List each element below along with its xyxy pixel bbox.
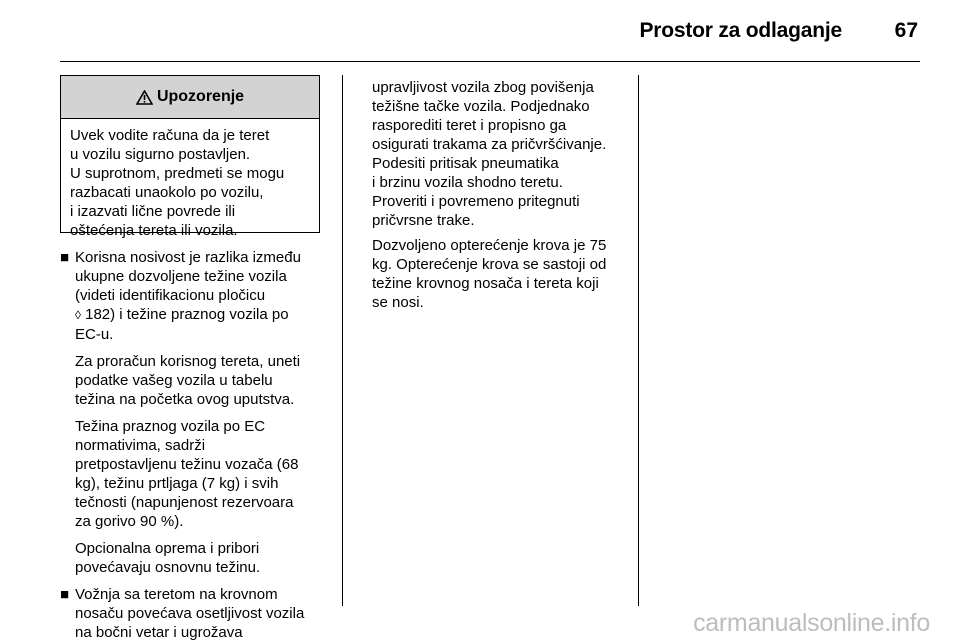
text-line: Težina praznog vozila po EC <box>75 418 266 435</box>
warning-line: Uvek vodite računa da je teret <box>70 127 270 144</box>
warning-header <box>61 76 319 119</box>
text-line: Proveriti i povremeno pritegnuti <box>372 193 580 210</box>
text-line: kg), težinu prtljaga (7 kg) i svih <box>75 475 279 492</box>
text-line: podatke vašeg vozila u tabelu <box>75 372 273 389</box>
column-divider-left <box>342 75 343 606</box>
text-line: kg. Opterećenje krova se sastoji od <box>372 256 607 273</box>
text-line: Dozvoljeno opterećenje krova je 75 <box>372 237 607 254</box>
text-line: za gorivo 90 %). <box>75 513 184 530</box>
text-line: (videti identifikacionu pločicu <box>75 287 266 304</box>
text-line: osigurati trakama za pričvršćivanje. <box>372 136 607 153</box>
column-middle <box>372 78 637 312</box>
text-line: i brzinu vozila shodno teretu. <box>372 174 563 191</box>
text-line: upravljivost vozila zbog povišenja <box>372 79 594 96</box>
text-line: pričvrsne trake. <box>372 212 475 229</box>
text-line: težina na početka ovog uputstva. <box>75 391 295 408</box>
warning-line: razbacati unaokolo po vozilu, <box>70 184 264 201</box>
warning-triangle-icon <box>136 90 153 105</box>
page-title: Prostor za odlaganje <box>639 19 842 42</box>
paragraph-optional-equipment <box>60 539 330 577</box>
bullet-item-roof-load <box>60 585 330 642</box>
text-line: težine krovnog nosača i tereta koji <box>372 275 599 292</box>
paragraph-handling <box>372 78 637 230</box>
header-rule <box>60 61 920 62</box>
warning-body <box>61 119 319 240</box>
warning-line: u vozilu sigurno postavljen. <box>70 146 251 163</box>
text-line: na bočni vetar i ugrožava <box>75 624 243 641</box>
bullet-square-icon: ■ <box>60 249 70 266</box>
warning-line: U suprotnom, predmeti se mogu <box>70 165 285 182</box>
text-line: Korisna nosivost je razlika između <box>75 249 301 266</box>
page-number: 67 <box>894 19 918 42</box>
cross-reference-icon: ◊ <box>75 308 81 322</box>
text-line: Podesiti pritisak pneumatika <box>372 155 559 172</box>
paragraph-empty-weight <box>60 417 330 531</box>
text-line: EC-u. <box>75 326 114 343</box>
bullet-item-payload <box>60 248 330 344</box>
paragraph-payload-calculation <box>60 352 330 409</box>
text-line: Opcionalna oprema i pribori <box>75 540 260 557</box>
text-line: ukupne dozvoljene težine vozila <box>75 268 287 285</box>
text-line: se nosi. <box>372 294 424 311</box>
text-line: tečnosti (napunjenost rezervoara <box>75 494 294 511</box>
warning-box <box>60 75 320 239</box>
text-line: povećavaju osnovnu težinu. <box>75 559 261 576</box>
text-line: pretpostavljenu težinu vozača (68 <box>75 456 299 473</box>
text-line: Za proračun korisnog tereta, uneti <box>75 353 301 370</box>
column-left <box>60 248 330 642</box>
warning-line: oštećenja tereta ili vozila. <box>70 222 238 239</box>
paragraph-roof-load-limit <box>372 236 637 312</box>
text-line: Vožnja sa teretom na krovnom <box>75 586 278 603</box>
bullet-square-icon: ■ <box>60 586 70 603</box>
watermark: carmanualsonline.info <box>693 609 930 637</box>
page-reference-link[interactable]: 182) i težine praznog vozila po <box>85 306 289 323</box>
text-line: rasporediti teret i propisno ga <box>372 117 567 134</box>
text-line: nosaču povećava osetljivost vozila <box>75 605 305 622</box>
text-line: normativima, sadrži <box>75 437 206 454</box>
warning-line: i izazvati lične povrede ili <box>70 203 236 220</box>
text-line: težišne tačke vozila. Podjednako <box>372 98 590 115</box>
column-divider-right <box>638 75 639 606</box>
warning-title: Upozorenje <box>156 88 245 105</box>
